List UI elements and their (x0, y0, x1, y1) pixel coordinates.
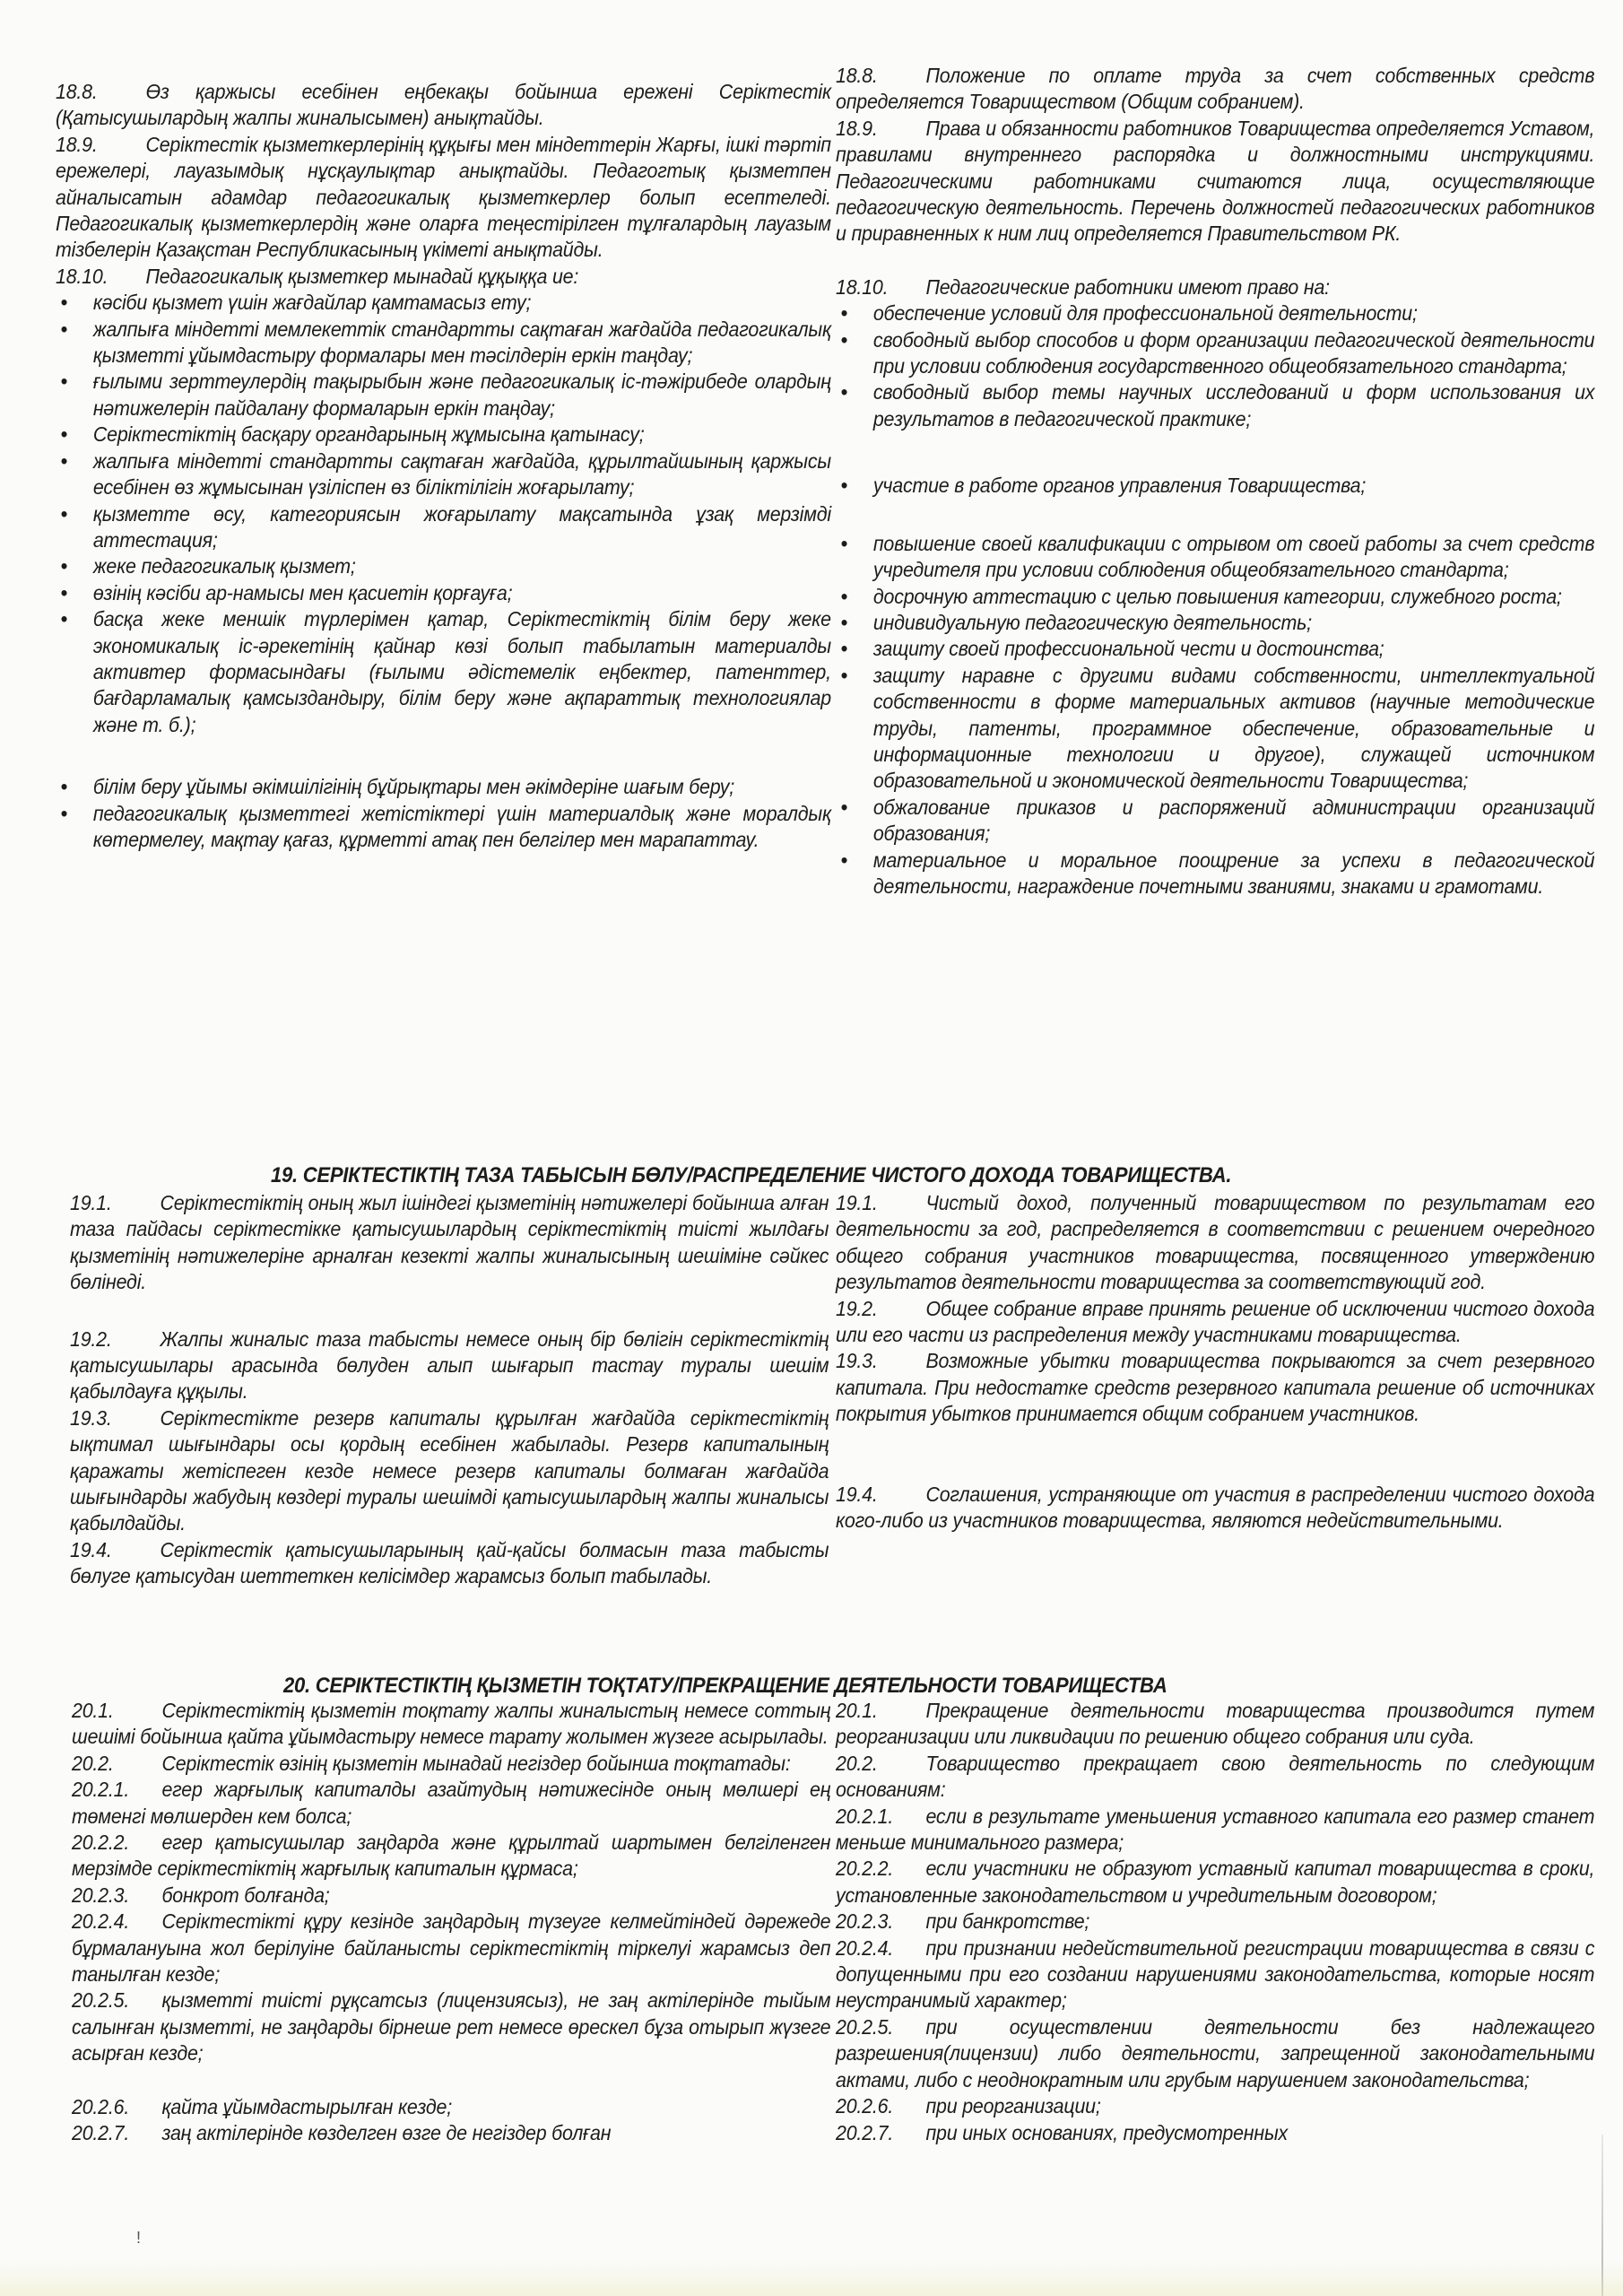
section-18-ru (836, 63, 1594, 900)
clause-text: при банкротстве; (925, 1909, 1090, 1934)
list-item: • Серіктестіктің басқару органдарының жұмысына қатынасу; (56, 422, 831, 448)
clause-text: Чистый доход, полученный товариществом по результатам его деятельности за год, распределяется в соответствии с решением очередного общего собрания участников товарищества, посвященного утверждению результатов деятельности товарищества за соответствующий год. (836, 1191, 1595, 1294)
clause-18-10-kz (56, 264, 831, 290)
clause-20-2-6-ru (836, 2093, 1594, 2119)
list-item: • защиту своей профессиональной чести и достоинства; (836, 636, 1594, 662)
clause-number: 19.4. (836, 1482, 878, 1506)
clause-text: Прекращение деятельности товарищества производится путем реорганизации или ликвидации по решению общего собрания или суда. (836, 1699, 1595, 1749)
clause-text: при иных основаниях, предусмотренных (925, 2120, 1289, 2144)
clause-text: Педагогические работники имеют право на: (925, 274, 1330, 299)
clause-number: 20.2. (836, 1751, 878, 1775)
clause-20-2-1-ru (836, 1804, 1594, 1857)
list-item: • білім беру ұйымы әкімшілігінің бұйрықтары мен әкімдеріне шағым беру; (56, 774, 831, 800)
list-item: • жалпыға міндетті стандартты сақтаған жағдайда, құрылтайшының қаржысы есебінен өз жұмысынан үзіліспен өз біліктілігін жоғарылату; (56, 448, 831, 501)
clause-number: 18.9. (836, 116, 878, 140)
clause-20-2-4-kz (72, 1909, 830, 1987)
clause-20-2-6-kz (72, 2094, 830, 2120)
clause-20-2-1-kz (72, 1777, 830, 1830)
section-20-kz (72, 1698, 830, 2147)
clause-number: 18.10. (836, 274, 889, 299)
clause-number: 20.2.3. (72, 1883, 130, 1907)
clause-19-1-kz (70, 1190, 829, 1296)
clause-number: 20.2.5. (72, 1988, 130, 2013)
clause-number: 19.2. (836, 1296, 878, 1320)
clause-text: при реорганизации; (925, 2094, 1101, 2118)
list-item: • ғылыми зерттеулердің тақырыбын және педагогикалық іс-тәжірибеде олардың нәтижелерін пайдалану формаларын еркін таңдау; (56, 369, 831, 422)
clause-text: Өз қаржысы есебінен еңбекақы бойынша ережені Серіктестік (Қатысушылардың жалпы жиналысымен) анықтайды. (56, 80, 831, 130)
clause-text: қызметті тиісті рұқсатсыз (лицензиясыз), не заң актілерінде тыйым салынған қызметті, не заңдарды бірнеше рет немесе өрескел бұза отырып жүзеге асырған кезде; (72, 1988, 831, 2066)
clause-number: 20.2.7. (72, 2121, 130, 2145)
list-item: • свободный выбор темы научных исследований и форм использования их результатов в педагогической практике; (836, 379, 1594, 432)
clause-number: 18.10. (56, 264, 108, 288)
rights-list-kz (56, 290, 831, 853)
clause-text: егер қатысушылар заңдарда және құрылтай шартымен белгіленген мерзімде серіктестіктің жарғылық капиталын құрмаса; (72, 1831, 831, 1881)
list-item: • участие в работе органов управления Товарищества; (836, 473, 1594, 499)
clause-number: 19.4. (70, 1537, 112, 1561)
clause-text: Жалпы жиналыс таза табысты немесе оның бір бөлігін серіктестіктің қатысушылары арасында бөлуден алып шығарып тастау туралы шешім қабылдауға құқылы. (70, 1326, 829, 1404)
scan-mark: ǃ (136, 2229, 142, 2247)
clause-18-8-ru (836, 63, 1594, 116)
clause-number: 19.1. (836, 1191, 878, 1214)
clause-number: 20.1. (72, 1699, 114, 1722)
list-item: • защиту наравне с другими видами собственности, интеллектуальной собственности в форме материальных активов (научные методические труды, патенты, программное обеспечение, образовательные и информационные технологии и другое), служащей источником образовательной и экономической деятельности Товарищества; (836, 663, 1594, 795)
list-item: • жеке педагогикалық қызмет; (56, 553, 831, 579)
clause-text: Серіктестікте резерв капиталы құрылған жағдайда серіктестіктің ықтимал шығындары осы қордың есебінен жабылады. Резерв капиталының қаражаты жетіспеген кезде немесе резерв капиталы болмаған жағдайда шығындарды жабудың көздері туралы шешімді қатысушылардың жалпы жиналысы қабылдайды. (70, 1405, 829, 1535)
clause-18-9-ru (836, 116, 1594, 248)
scan-bottom-tint (0, 2260, 1623, 2296)
clause-number: 20.2.4. (72, 1909, 130, 1934)
list-item: • обеспечение условий для профессиональной деятельности; (836, 300, 1594, 326)
clause-text: қайта ұйымдастырылған кезде; (161, 2094, 453, 2118)
clause-19-3-ru (836, 1348, 1594, 1427)
section-18-kz (56, 79, 831, 853)
clause-text: Серіктестіктің қызметін тоқтату жалпы жиналыстың немесе соттың шешімі бойынша қайта ұйымдастыру немесе тарату жолымен жүзеге асырылады. (72, 1699, 831, 1749)
clause-19-1-ru (836, 1190, 1594, 1296)
clause-20-2-4-ru (836, 1935, 1594, 2014)
clause-20-2-5-ru (836, 2014, 1594, 2093)
list-item: • индивидуальную педагогическую деятельность; (836, 610, 1594, 636)
list-item: • кәсіби қызмет үшін жағдайлар қамтамасыз ету; (56, 290, 831, 316)
clause-text: заң актілерінде көзделген өзге де негіздер болған (161, 2121, 612, 2145)
clause-text: Серіктестіктің оның жыл ішіндегі қызметінің нәтижелері бойынша алған таза пайдасы серіктестікке қатысушылардың серіктестіктің тиісті жылдағы қызметінің нәтижелеріне арналған кезекті жалпы жиналысының шешіміне сәйкес бөлінеді. (70, 1191, 829, 1294)
clause-text: Возможные убытки товарищества покрываются за счет резервного капитала. При недостатке средств резервного капитала решение об источниках покрытия убытков принимается общим собранием участников. (836, 1349, 1595, 1426)
clause-number: 20.2.4. (836, 1935, 894, 1960)
clause-number: 18.9. (56, 132, 98, 156)
clause-18-10-ru (836, 274, 1594, 300)
list-item: • басқа жеке меншік түрлерімен қатар, Серіктестіктің білім беру жеке экономикалық іс-әрекетінің қайнар көзі болып табылатын материалды активтер формасындағы (ғылыми әдістемелік еңбектер, патенттер, бағдарламалық қамсыздандыру, білім беру және ақпараттық технологиялар және т. б.); (56, 606, 831, 738)
clause-number: 20.2.1. (72, 1778, 130, 1802)
section-20-heading: 20. СЕРІКТЕСТІКТІҢ ҚЫЗМЕТІН ТОҚТАТУ/ПРЕКРАЩЕНИЕ ДЕЯТЕЛЬНОСТИ ТОВАРИЩЕСТВА (283, 1674, 1167, 1698)
clause-number: 20.2.2. (836, 1857, 894, 1881)
clause-text: Серіктестік қатысушыларының қай-қайсы болмасын таза табысты бөлуге қатысудан шеттеткен келісімдер жарамсыз болып табылады. (70, 1537, 829, 1588)
clause-20-2-3-ru (836, 1909, 1594, 1935)
clause-text: при осуществлении деятельности без надлежащего разрешения(лицензии) либо деятельности, запрещенной законодательными актами, либо с неоднократным или грубым нарушением законодательства; (836, 2014, 1595, 2092)
clause-text: Серіктестік қызметкерлерінің құқығы мен міндеттерін Жарғы, ішкі тәртіп ережелері, лауазымдық нұсқаулықтар анықтайды. Педагогтық қызметпен айналысатын адамдар педагогикалық қызметкерлер болып есептеледі. Педагогикалық қызметкерлердің және оларға теңестірілген тұлғалардың лауазым тізбелерін Қазақстан Республикасының үкіметі анықтайды. (56, 132, 831, 262)
clause-number: 19.1. (70, 1191, 112, 1214)
clause-20-2-3-kz (72, 1883, 830, 1909)
list-item: • свободный выбор способов и форм организации педагогической деятельности при условии соблюдения государственного общеобязательного стандарта; (836, 327, 1594, 380)
clause-19-2-kz (70, 1326, 829, 1405)
clause-number: 20.2. (72, 1751, 114, 1775)
clause-text: Серіктестік өзінің қызметін мынадай негіздер бойынша тоқтатады: (161, 1751, 791, 1775)
list-item: • материальное и моральное поощрение за успехи в педагогической деятельности, награждение почетными званиями, знаками и грамотами. (836, 848, 1594, 900)
clause-number: 18.8. (56, 80, 98, 103)
clause-20-2-7-ru (836, 2120, 1594, 2146)
section-20-ru (836, 1698, 1594, 2146)
clause-20-2-5-kz (72, 1987, 830, 2066)
clause-20-2-kz (72, 1751, 830, 1777)
clause-text: Педагогикалық қызметкер мынадай құқыққа ие: (145, 264, 579, 288)
clause-text: егер жарғылық капиталды азайтудың нәтижесінде оның мөлшері ең төменгі мөлшерден кем болса; (72, 1778, 831, 1828)
clause-text: Положение по оплате труда за счет собственных средств определяется Товариществом (Общим собранием). (836, 64, 1595, 114)
clause-18-8-kz (56, 79, 831, 132)
clause-number: 20.1. (836, 1699, 878, 1722)
list-item: • өзінің кәсіби ар-намысы мен қасиетін қорғауға; (56, 580, 831, 606)
clause-18-9-kz (56, 132, 831, 264)
clause-19-2-ru (836, 1296, 1594, 1349)
clause-20-2-2-kz (72, 1830, 830, 1883)
clause-19-4-ru (836, 1482, 1594, 1535)
clause-number: 20.2.1. (836, 1804, 894, 1828)
clause-text: Серіктестікті құру кезінде заңдардың түзеуге келмейтіндей дәрежеде бұрмалануына жол берілуіне байланысты серіктестіктің тіркелуі жарамсыз деп танылған кезде; (72, 1909, 831, 1987)
list-item: • повышение своей квалификации с отрывом от своей работы за счет средств учредителя при условии соблюдения общеобязательного стандарта; (836, 531, 1594, 584)
list-item: • досрочную аттестацию с целью повышения категории, служебного роста; (836, 584, 1594, 610)
clause-number: 19.2. (70, 1326, 112, 1351)
rights-list-ru (836, 300, 1594, 900)
list-item: • педагогикалық қызметтегі жетістіктері үшін материалдық және моралдық көтермелеу, мақтау қағаз, құрметті атақ пен белгілер мен марапаттау. (56, 801, 831, 854)
clause-text: если в результате уменьшения уставного капитала его размер станет меньше минимального размера; (836, 1804, 1595, 1855)
clause-text: Товарищество прекращает свою деятельность по следующим основаниям: (836, 1751, 1595, 1802)
clause-text: Права и обязанности работников Товарищества определяется Уставом, правилами внутреннего распорядка и должностными инструкциями. Педагогическими работниками считаются лица, осуществляющие педагогическую деятельность. Перечень должностей педагогических работников и приравненных к ним лиц определяется Правительством РК. (836, 116, 1595, 246)
section-19-heading: 19. СЕРІКТЕСТІКТІҢ ТАЗА ТАБЫСЫН БӨЛУ/РАСПРЕДЕЛЕНИЕ ЧИСТОГО ДОХОДА ТОВАРИЩЕСТВА. (271, 1163, 1232, 1187)
clause-20-1-ru (836, 1698, 1594, 1751)
list-item: • қызметте өсу, категориясын жоғарылату мақсатында ұзақ мерзімді аттестация; (56, 501, 831, 554)
clause-20-2-2-ru (836, 1856, 1594, 1909)
clause-text: если участники не образуют уставный капитал товарищества в сроки, установленные законодательством и учредительным договором; (836, 1857, 1595, 1907)
clause-number: 20.2.2. (72, 1831, 130, 1855)
clause-number: 20.2.6. (72, 2094, 130, 2118)
clause-19-4-kz (70, 1537, 829, 1590)
clause-number: 19.3. (836, 1349, 878, 1373)
clause-number: 20.2.3. (836, 1909, 894, 1934)
clause-text: Общее собрание вправе принять решение об исключении чистого дохода или его части из распределения между участниками товарищества. (836, 1296, 1595, 1347)
clause-19-3-kz (70, 1405, 829, 1537)
list-item: • обжалование приказов и распоряжений администрации организаций образования; (836, 795, 1594, 848)
clause-number: 20.2.6. (836, 2094, 894, 2118)
clause-number: 19.3. (70, 1405, 112, 1430)
section-19-kz (70, 1190, 829, 1590)
clause-number: 20.2.7. (836, 2120, 894, 2144)
section-19-ru (836, 1190, 1594, 1534)
clause-text: при признании недействительной регистрации товарищества в связи с допущенными при его создании нарушениями законодательства, которые носят неустранимый характер; (836, 1935, 1595, 2013)
clause-20-2-7-kz (72, 2120, 830, 2146)
clause-20-1-kz (72, 1698, 830, 1751)
list-item: • жалпыға міндетті мемлекеттік стандартты сақтаған жағдайда педагогикалық қызметті ұйымдастыру формалары мен тәсілдерін еркін таңдау; (56, 317, 831, 370)
clause-number: 20.2.5. (836, 2014, 894, 2039)
clause-text: бонкрот болғанда; (161, 1883, 330, 1907)
clause-text: Соглашения, устраняющие от участия в распределении чистого дохода кого-либо из участников товарищества, являются недействительными. (836, 1482, 1595, 1533)
clause-20-2-ru (836, 1751, 1594, 1804)
clause-number: 18.8. (836, 64, 878, 87)
